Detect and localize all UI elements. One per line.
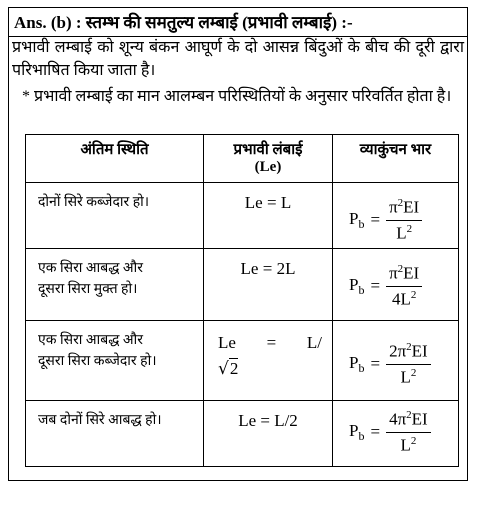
condition-cell: जब दोनों सिरे आबद्ध हो। bbox=[26, 401, 204, 467]
condition-cell: दोनों सिरे कब्जेदार हो। bbox=[26, 183, 204, 249]
table-row bbox=[26, 249, 459, 321]
buckling-load-cell bbox=[333, 183, 459, 249]
table-row bbox=[26, 401, 459, 467]
effective-length-table bbox=[25, 134, 459, 467]
buckling-formula: $P_b$ = $\frac{\pi^2EI}{4L^2}$ bbox=[349, 263, 422, 309]
effective-length-cell: Le = 2L bbox=[204, 249, 333, 321]
sqrt-symbol: √2 bbox=[218, 359, 239, 379]
condition-cell: एक सिरा आबद्ध और दूसरा सिरा मुक्त हो। bbox=[26, 249, 204, 321]
buckling-load-cell bbox=[333, 321, 459, 401]
buckling-formula: $P_b$ = $\frac{2\pi^2EI}{L^2}$ bbox=[349, 341, 431, 387]
table-row bbox=[26, 183, 459, 249]
header-buckling-load: व्याकुंचन भार bbox=[333, 135, 459, 183]
effective-length-cell: Le = L/ √2 bbox=[204, 321, 333, 401]
table-header-row bbox=[26, 135, 459, 183]
intro-paragraph: प्रभावी लम्बाई को शून्य बंकन आघूर्ण के दो आसन्न बिंदुओं के बीच की दूरी द्वारा परिभाषित किया जाता है। bbox=[12, 39, 464, 79]
note-paragraph: * प्रभावी लम्बाई का मान आलम्बन परिस्थितियों के अनुसार परिवर्तित होता है। bbox=[22, 88, 452, 105]
effective-length-cell: Le = L bbox=[204, 183, 333, 249]
buckling-load-cell bbox=[333, 249, 459, 321]
header-condition: अंतिम स्थिति bbox=[26, 135, 204, 183]
header-effective-length: प्रभावी लंबाई (Le) bbox=[204, 135, 333, 183]
buckling-formula: $P_b$ = $\frac{4\pi^2EI}{L^2}$ bbox=[349, 409, 431, 455]
condition-cell: एक सिरा आबद्ध और दूसरा सिरा कब्जेदार हो। bbox=[26, 321, 204, 401]
effective-length-cell: Le = L/2 bbox=[204, 401, 333, 467]
heading-text: Ans. (b) : स्तम्भ की समतुल्य लम्बाई (प्रभावी लम्बाई) :- bbox=[14, 13, 353, 32]
buckling-formula: $P_b$ = $\frac{\pi^2EI}{L^2}$ bbox=[349, 197, 422, 243]
table-row bbox=[26, 321, 459, 401]
answer-heading bbox=[8, 7, 468, 37]
buckling-load-cell bbox=[333, 401, 459, 467]
